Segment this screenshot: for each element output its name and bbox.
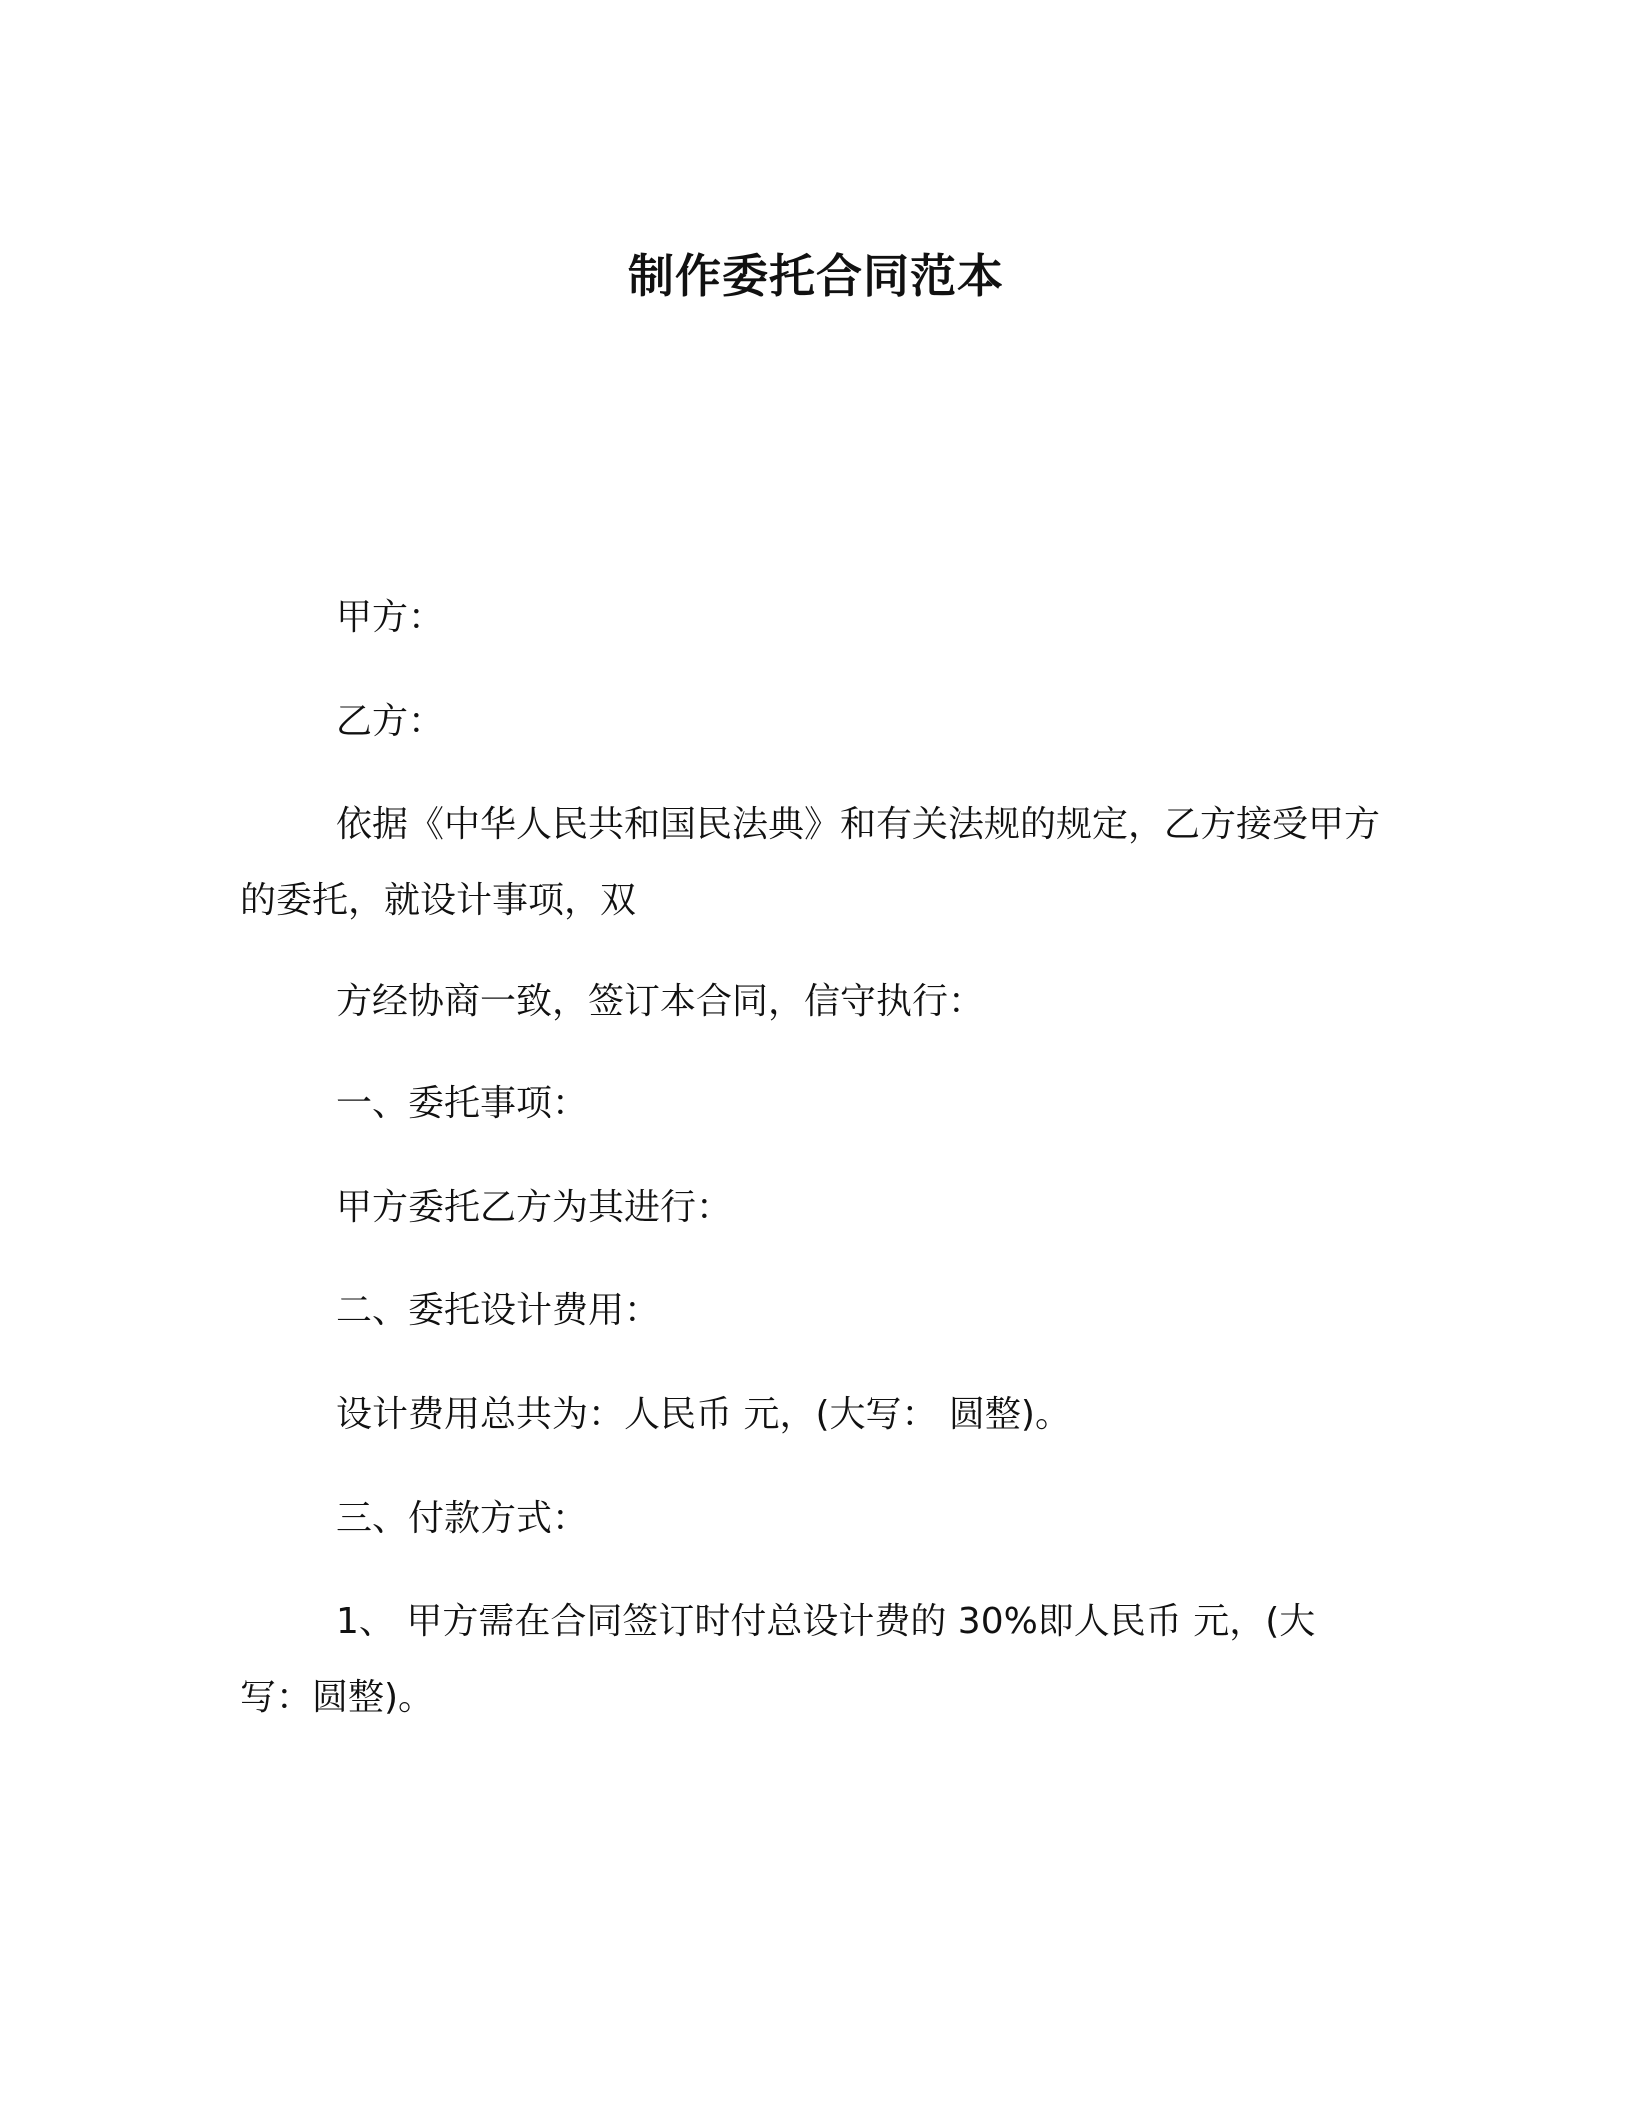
- fee-detail: 设计费用总共为：人民币 元，(大写： 圆整)。: [336, 1394, 1071, 1435]
- section-heading-fee: 二、委托设计费用：: [336, 1290, 661, 1331]
- party-a-line: 甲方：: [336, 597, 445, 638]
- document-title: 制作委托合同范本: [628, 248, 1004, 303]
- legal-basis-paragraph: 依据《中华人民共和国民法典》和有关法规的规定，乙方接受甲方的委托，就设计事项，双: [240, 804, 1381, 921]
- section-heading-commission: 一、委托事项：: [336, 1083, 589, 1124]
- commission-detail: 甲方委托乙方为其进行：: [336, 1187, 733, 1228]
- payment-item-1: 1、 甲方需在合同签订时付总设计费的 30%即人民币 元，(大写：圆整)。: [240, 1601, 1316, 1718]
- party-b-line: 乙方：: [336, 701, 445, 742]
- section-heading-payment: 三、付款方式：: [336, 1498, 589, 1539]
- agreement-paragraph: 方经协商一致，签订本合同，信守执行：: [336, 981, 985, 1022]
